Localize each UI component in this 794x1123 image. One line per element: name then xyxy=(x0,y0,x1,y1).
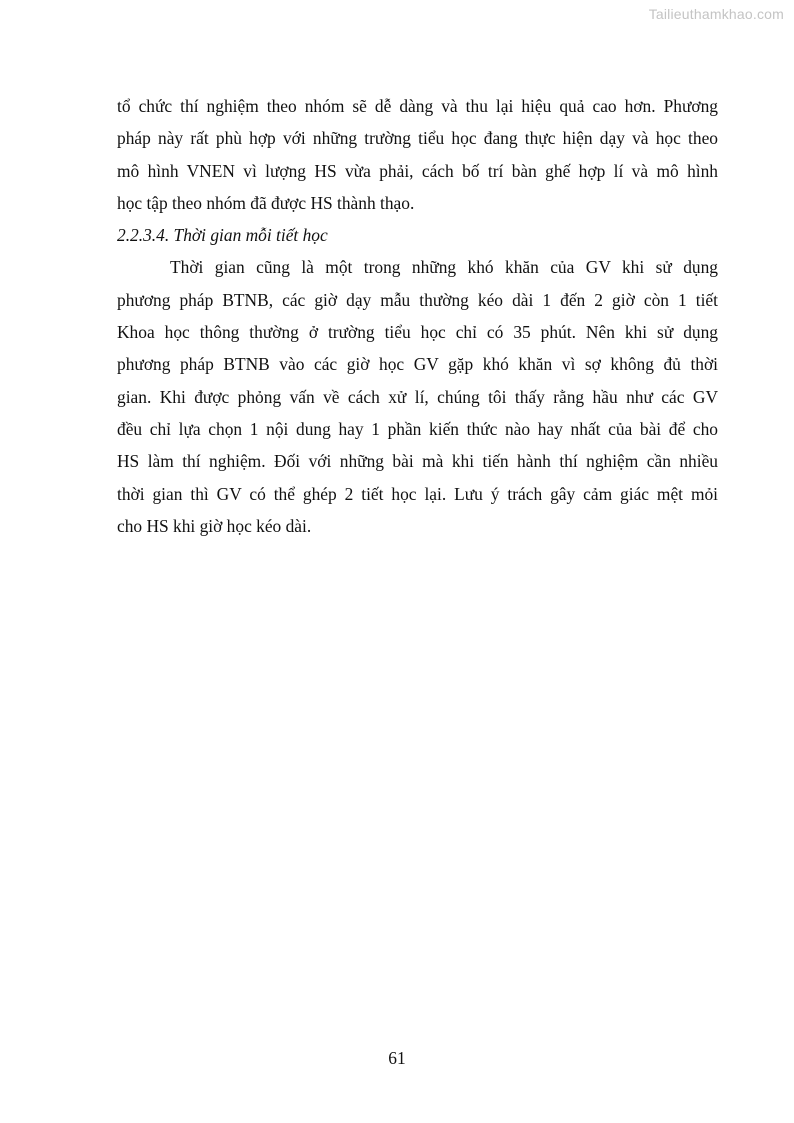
paragraph-2 xyxy=(117,251,718,542)
page-number: 61 xyxy=(388,1048,406,1068)
paragraph-line: phương pháp BTNB vào các giờ học GV gặp khó khăn vì sợ không đủ thời xyxy=(117,354,718,375)
paragraph-line: pháp này rất phù hợp với những trường tiểu học đang thực hiện dạy và học theo xyxy=(117,128,718,149)
paragraph-line: gian. Khi được phỏng vấn về cách xử lí, chúng tôi thấy rằng hầu như các GV xyxy=(117,386,718,407)
paragraph-1 xyxy=(117,90,718,219)
paragraph-line: học tập theo nhóm đã được HS thành thạo. xyxy=(117,192,415,213)
paragraph-line: Khoa học thông thường ở trường tiểu học chỉ có 35 phút. Nên khi sử dụng xyxy=(117,322,718,343)
paragraph-line: phương pháp BTNB, các giờ dạy mẫu thường kéo dài 1 đến 2 giờ còn 1 tiết xyxy=(117,289,718,310)
paragraph-line: thời gian thì GV có thể ghép 2 tiết học lại. Lưu ý trách gây cảm giác mệt mỏi xyxy=(117,483,718,504)
paragraph-line: mô hình VNEN vì lượng HS vừa phải, cách bố trí bàn ghế hợp lí và mô hình xyxy=(117,160,718,181)
paragraph-line: Thời gian cũng là một trong những khó khăn của GV khi sử dụng xyxy=(170,257,718,278)
watermark: Tailieuthamkhao.com xyxy=(648,6,784,22)
paragraph-line: đều chỉ lựa chọn 1 nội dung hay 1 phần kiến thức nào hay nhất của bài để cho xyxy=(117,418,718,439)
page-body xyxy=(117,90,718,542)
paragraph-line: HS làm thí nghiệm. Đối với những bài mà khi tiến hành thí nghiệm cần nhiều xyxy=(117,451,718,472)
paragraph-line: tổ chức thí nghiệm theo nhóm sẽ dễ dàng và thu lại hiệu quả cao hơn. Phương xyxy=(117,96,718,116)
paragraph-line: cho HS khi giờ học kéo dài. xyxy=(117,515,312,536)
section-heading: 2.2.3.4. Thời gian mỗi tiết học xyxy=(117,225,328,246)
